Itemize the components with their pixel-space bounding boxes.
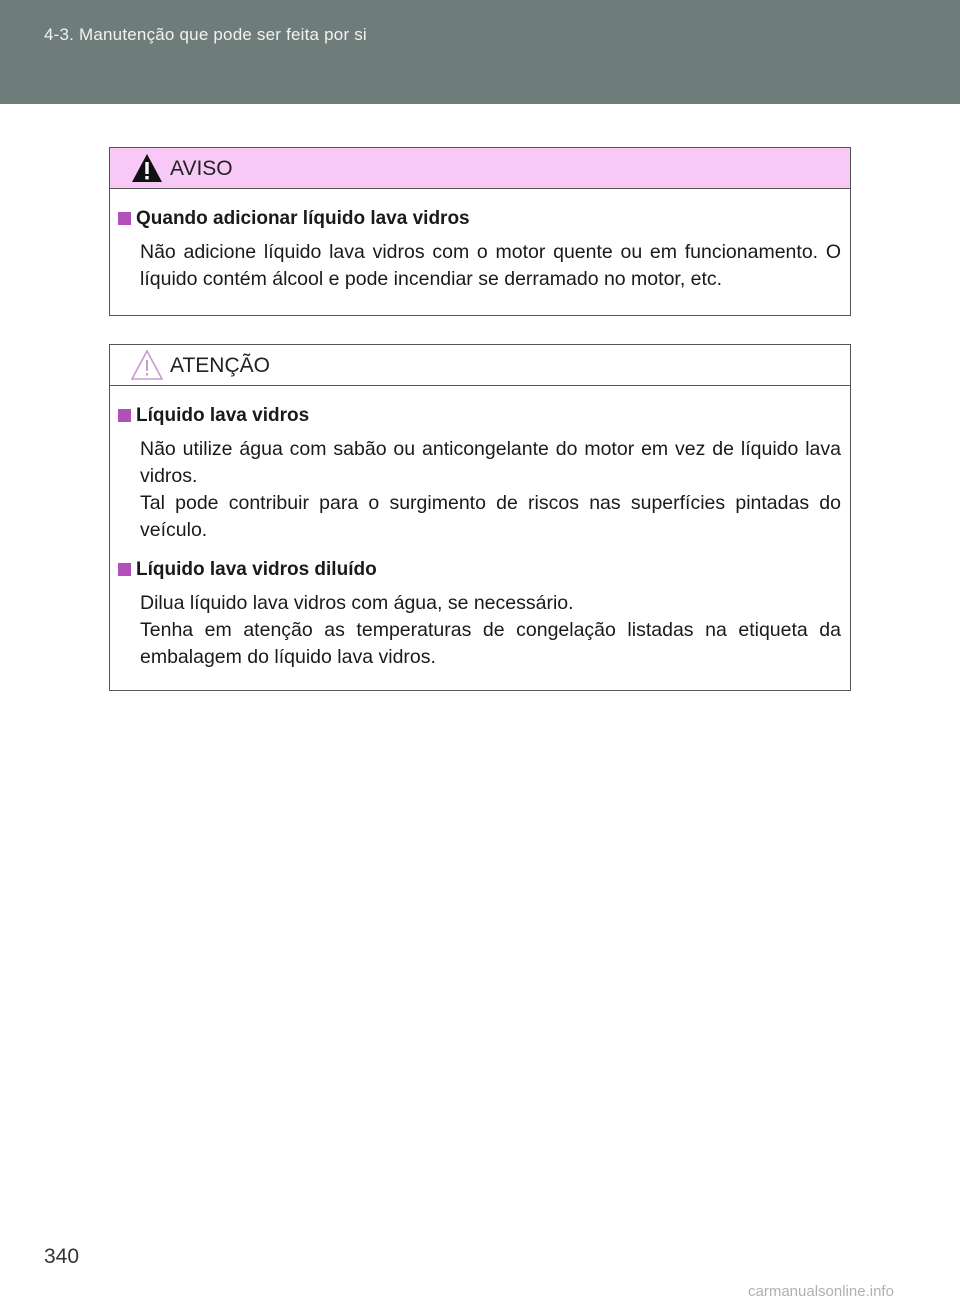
section-heading xyxy=(114,404,841,428)
section-body xyxy=(140,239,841,293)
square-bullet-icon xyxy=(118,409,131,422)
section-body xyxy=(140,436,841,544)
square-bullet-icon xyxy=(118,212,131,225)
caution-box-body xyxy=(110,404,850,671)
caution-section xyxy=(114,558,841,671)
warning-section xyxy=(114,207,841,293)
warning-triangle-icon xyxy=(130,152,164,184)
warning-box xyxy=(109,147,851,316)
paragraph: Tenha em atenção as temperaturas de congelação listadas na etiqueta da embalagem do líquido lava vidros. xyxy=(140,619,841,668)
square-bullet-icon xyxy=(118,563,131,576)
paragraph: Tal pode contribuir para o surgimento de riscos nas superfícies pintadas do veículo. xyxy=(140,492,841,541)
caution-box-title: ATENÇÃO xyxy=(170,354,270,377)
paragraph: Dilua líquido lava vidros com água, se necessário. xyxy=(140,592,574,614)
warning-box-title: AVISO xyxy=(170,157,233,180)
warning-box-body xyxy=(110,207,850,293)
section-heading xyxy=(114,558,841,582)
page-header xyxy=(0,0,960,104)
section-body xyxy=(140,590,841,671)
page-number: 340 xyxy=(44,1245,80,1268)
caution-box-header xyxy=(110,345,850,386)
caution-box xyxy=(109,344,851,691)
section-heading xyxy=(114,207,841,231)
watermark-text: carmanualsonline.info xyxy=(748,1283,894,1300)
paragraph: Não utilize água com sabão ou anticongelante do motor em vez de líquido lava vidros. xyxy=(140,438,841,487)
section-heading-text: Quando adicionar líquido lava vidros xyxy=(136,208,470,229)
warning-box-header xyxy=(110,148,850,189)
section-title: 4-3. Manutenção que pode ser feita por si xyxy=(44,25,367,44)
caution-section xyxy=(114,404,841,544)
section-heading-text: Líquido lava vidros diluído xyxy=(136,559,377,580)
paragraph: Não adicione líquido lava vidros com o motor quente ou em funcionamento. O líquido contém álcool e pode incendiar se derramado no motor, etc. xyxy=(140,241,841,290)
section-heading-text: Líquido lava vidros xyxy=(136,405,310,426)
caution-triangle-icon xyxy=(130,349,164,381)
